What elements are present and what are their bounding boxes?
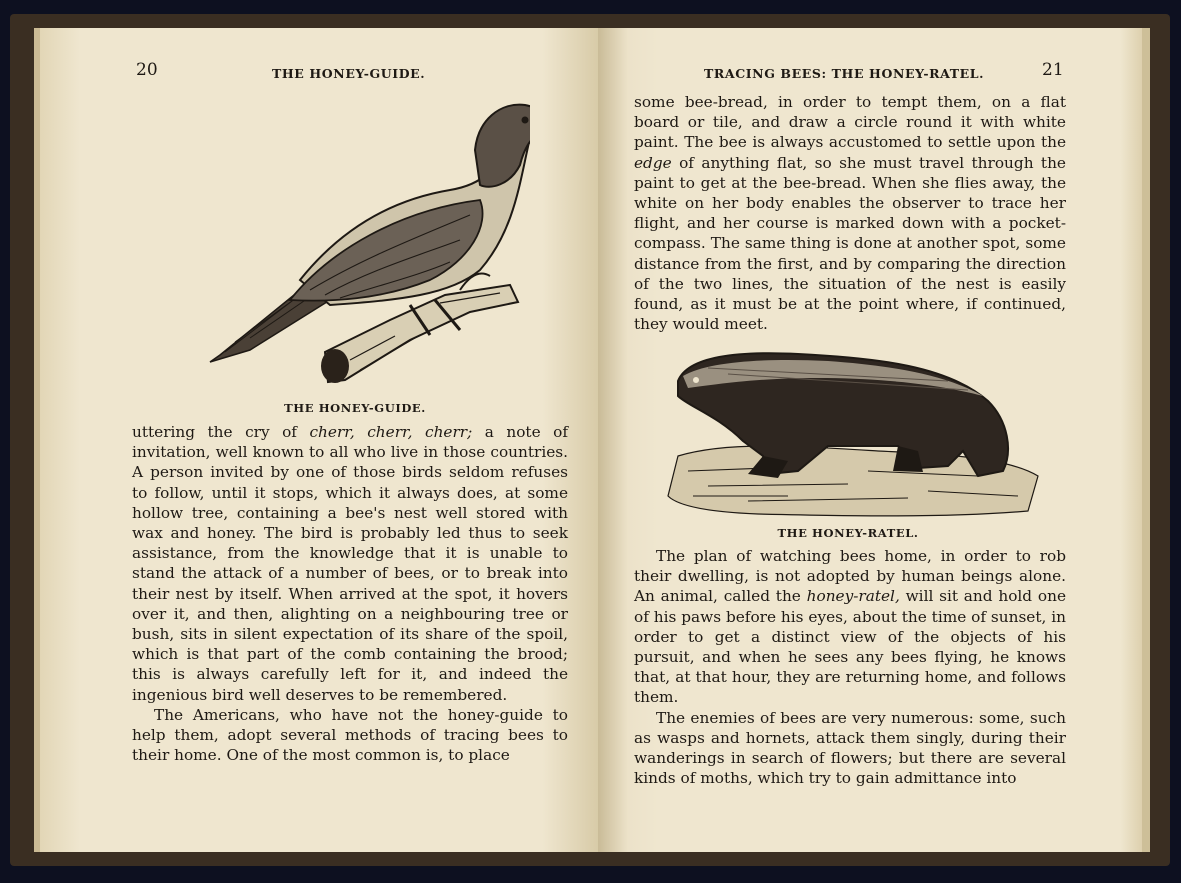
right-p2-text-b: will sit and hold one of his paws before his eyes, about the time of sunset, in order to get a distinct view of the objects of his pursuit, and when he sees any bees flying, he knows that, at that hour, they are returning home, and follows them. [634, 587, 1066, 707]
left-paragraph-1 [132, 422, 568, 705]
left-body-text [132, 422, 568, 765]
left-figure-caption: THE HONEY-GUIDE. [284, 401, 426, 415]
honey-ratel-illustration [648, 346, 1048, 526]
right-running-head: TRACING BEES: THE HONEY-RATEL. [704, 66, 985, 81]
right-p1-text-b: of anything flat, so she must travel through the paint to get at the bee-bread. When she flies away, the white on her body enables the observer to trace her flight, and her course is marked down with a pocket-compass. The same thing is done at another spot, some distance from the first, and by comparing the direction of the two lines, the situation of the nest is easily found, as it must be at the point where, if continued, they would meet. [634, 153, 1066, 334]
right-p1-text-a: some bee-bread, in order to tempt them, on a flat board or tile, and draw a circle round it with white paint. The bee is always accustomed to settle upon the [634, 93, 1066, 152]
right-p2-italic: honey-ratel, [806, 587, 900, 606]
right-paragraph-3: The enemies of bees are very numerous: some, such as wasps and hornets, attack them singly, during their wanderings in search of flowers; but there are several kinds of moths, which try to gain admittance into [634, 708, 1066, 788]
left-p1-text-a: uttering the cry of [132, 423, 310, 441]
left-p1-text-b: a note of invitation, well known to all who live in those countries. A person invited by one of those birds seldom refuses to follow, until it stops, which it always does, at some hollow tree, containing a bee's nest well stored with wax and honey. The bird is probably led thus to seek assistance, from the knowledge that it is unable to stand the attack of a number of bees, or to break into their nest by itself. When arrived at the spot, it hovers over it, and then, alighting on a neighbouring tree or bush, sits in silent expectation of its share of the spoil, which is that part of the comb containing the brood; this is always carefully left for it, and indeed the ingenious bird well deserves to be remembered. [132, 423, 568, 704]
left-page-number: 20 [136, 60, 158, 80]
right-bottom-text [634, 546, 1066, 788]
right-p1-italic: edge [634, 153, 672, 172]
right-paragraph-1 [634, 92, 1066, 334]
right-page [598, 28, 1150, 852]
right-page-number: 21 [1042, 60, 1064, 80]
right-figure-caption: THE HONEY-RATEL. [777, 526, 919, 540]
right-paragraph-2 [634, 546, 1066, 708]
left-p1-italic: cherr, cherr, cherr; [309, 423, 473, 441]
honey-guide-bird-illustration [180, 90, 530, 390]
left-running-head: THE HONEY-GUIDE. [272, 66, 426, 81]
left-page [34, 28, 598, 852]
right-p2-text-a: The plan of watching bees home, in order to rob their dwelling, is not adopted by human beings alone. An animal, called the [634, 547, 1066, 606]
right-top-text [634, 92, 1066, 334]
left-paragraph-2: The Americans, who have not the honey-guide to help them, adopt several methods of tracing bees to their home. One of the most common is, to place [132, 705, 568, 765]
